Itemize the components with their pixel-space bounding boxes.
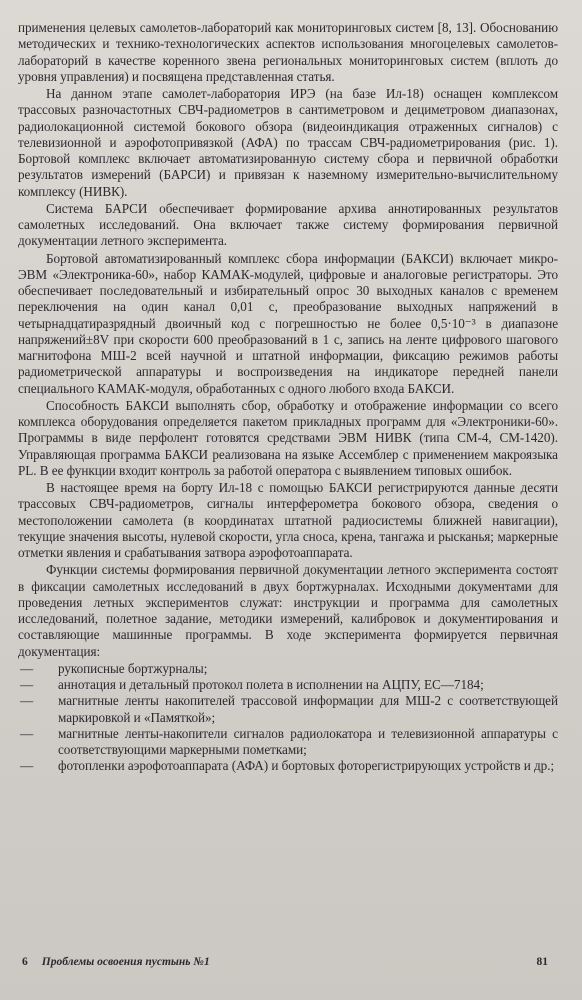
- list-item: [18, 758, 558, 774]
- journal-title: Проблемы освоения пустынь №1: [41, 956, 210, 968]
- list-dash: —: [20, 660, 34, 676]
- paragraph-6: В настоящее время на борту Ил-18 с помощью БАКСИ регистрируются данные десяти трассовых СВЧ-радиометров, сигналы интерферометра бокового обзора, сведения о местоположении самолета (в координатах штатной радиосистемы ближней навигации), текущие значения высоты, нулевой скорости, угла сноса, крена, тангажа и рысканья; маркерные отметки явления и срабатывания затвора аэрофотоаппарата.: [18, 480, 558, 560]
- list-item-text: магнитные ленты накопителей трассовой информации для МШ-2 с соответствующей маркировкой и «Памяткой»;: [58, 693, 558, 725]
- list-dash: —: [20, 677, 34, 692]
- paragraph-3: Система БАРСИ обеспечивает формирование архива аннотированных результатов самолетных исследований. Она включает также систему формирования первичной документации летного эксперимента.: [18, 200, 558, 249]
- paragraph-4: Бортовой автоматизированный комплекс сбора информации (БАКСИ) включает микро-ЭВМ «Электроника-60», набор КАМАК-модулей, цифровые и аналоговые регистраторы. Это обеспечивает последовательный и избирательный опрос 30 выходных каналов с временем переключения на один канал 0,01 с, преобразование выходных напряжений в четырнадцатиразрядный двоичный код с погрешностью не более 0,5·10⁻³ в диапазоне напряжений±8V при скорости 600 преобразований в 1 с, запись на ленте цифрового шагового магнитофона МШ-2 всей научной и штатной информации, фиксацию режимов работы радиометрической аппаратуры и воспроизведения на индикаторе передней панели специального КАМАК-модуля, обработанных с одного любого входа БАКСИ.: [18, 250, 558, 396]
- list-item-text: фотопленки аэрофотоаппарата (АФА) и бортовых фоторегистрирующих устройств и др.;: [58, 758, 555, 774]
- page-footer: [22, 956, 548, 968]
- list-item-text: магнитные ленты-накопители сигналов радиолокатора и телевизионной аппаратуры с соответствующими маркерными пометками;: [58, 725, 558, 757]
- list-item: [18, 693, 558, 726]
- list-item-text: аннотация и детальный протокол полета в исполнении на АЦПУ, ЕС—7184;: [58, 677, 484, 692]
- paragraph-5: Способность БАКСИ выполнять сбор, обработку и отображение информации со всего комплекса оборудования определяется пакетом прикладных программ для «Электроники-60». Программы в виде перфолент готовятся средствами ЭВМ НИВК (типа СМ-4, СМ-1420). Управляющая программа БАКСИ реализована на языке Ассемблер с применением макроязыка PL. В ее функции входит контроль за работой оператора с выявлением типовых ошибок.: [18, 397, 558, 478]
- list-item: [18, 726, 558, 759]
- list-item-text: рукописные бортжурналы;: [58, 660, 208, 676]
- page-number: 81: [536, 956, 548, 968]
- signature-mark: 6: [22, 956, 28, 968]
- paragraph-7: Функции системы формирования первичной документации летного эксперимента состоят в фиксации самолетных исследований в двух бортжурналах. Исходными документами для проведения летных экспериментов служат: инструкции и программа для самолетных исследований, полетное задание, методики измерений, калибровок и документирования и составляющие машинные программы. В ходе эксперимента формируется первичная документация:: [18, 562, 558, 659]
- list-item: [18, 677, 558, 693]
- list-dash: —: [20, 758, 34, 774]
- footer-left: [22, 956, 210, 968]
- list-item: [18, 661, 558, 677]
- paragraph-1: применения целевых самолетов-лабораторий как мониторинговых систем [8, 13]. Обоснованию методических и технико-технологических аспектов использования многоцелевых самолетов-лабораторий в качестве коренного звена региональных мониторинговых систем (вплоть до уровня управления) и посвящена представленная статья.: [18, 20, 558, 84]
- list-dash: —: [20, 693, 34, 709]
- list-dash: —: [20, 725, 34, 741]
- paragraph-2: На данном этапе самолет-лаборатория ИРЭ (на базе Ил-18) оснащен комплексом трассовых разночастотных СВЧ-радиометров в сантиметровом и дециметровом диапазонах, радиолокационной системой бокового обзора (видеоиндикация отраженных сигналов) с телевизионной и аэрофотопривязкой (АФА) по трассам СВЧ-радиометрирования (рис. 1). Бортовой комплекс включает автоматизированную систему сбора и первичной обработки результатов измерений (БАРСИ) и привязан к наземному измерительно-вычислительному комплексу (НИВК).: [18, 86, 558, 199]
- article-body: [18, 20, 558, 775]
- documentation-list: [18, 661, 558, 775]
